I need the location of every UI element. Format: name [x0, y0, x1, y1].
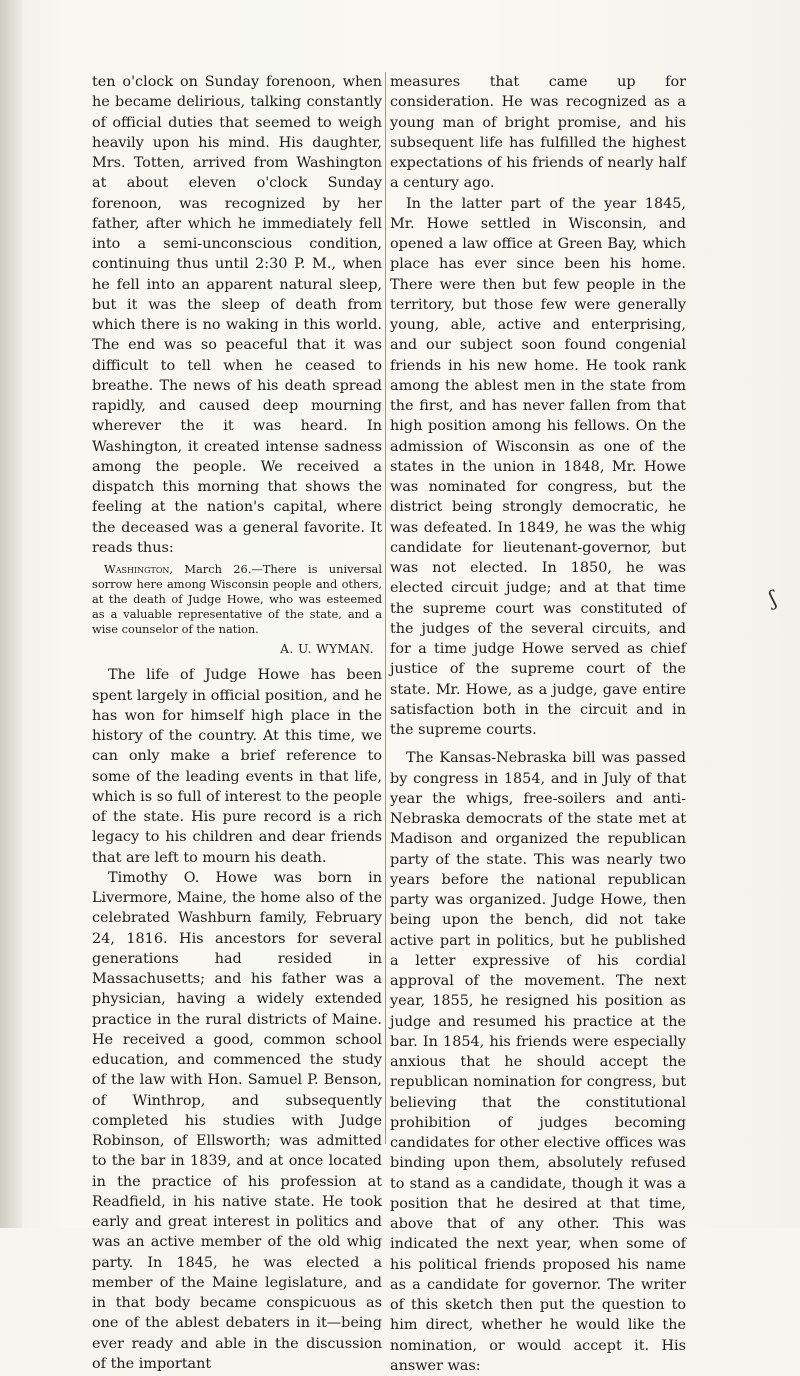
right-paragraph-1: measures that came up for consideration. He was recognized as a young man of bright promise, and his subsequent life has fulfilled the highest expectations of his friends of nearly half a century ago.	[390, 74, 686, 192]
page-spine-shadow	[0, 0, 22, 1228]
dispatch-signature: A. U. WYMAN.	[280, 642, 374, 656]
column-divider	[385, 72, 386, 1144]
right-paragraph-2: In the latter part of the year 1845, Mr. Howe settled in Wisconsin, and opened a law office at Green Bay, which place has ever since been his home. There were then but few people in the territory, but those few were generally young, able, active and enterprising, and our subject soon found congenial friends in his new home. He took rank among the ablest men in the state from the first, and has never fallen from that high position among his fellows. On the admission of Wisconsin as one of the states in the union in 1848, Mr. Howe was nominated for congress, but the district being strongly democratic, he was defeated. In 1849, he was the whig candidate for lieutenant-governor, but was not elected. In 1850, he was elected circuit judge; and at that time the supreme court was constituted of the judges of the several circuits, and for a time judge Howe served as chief justice of the supreme court of the state. Mr. Howe, as a judge, gave entire satisfaction both in the circuit and in the supreme courts.	[390, 195, 686, 738]
stray-ink-mark: ʃ	[766, 585, 780, 611]
right-column	[390, 72, 686, 1376]
dispatch-place: Washington	[104, 562, 170, 576]
right-paragraph-3: The Kansas-Nebraska bill was passed by congress in 1854, and in July of that year the whigs, free-soilers and anti-Nebraska democrats of the state met at Madison and organized the republican party of the state. This was nearly two years before the national republican party was organized. Judge Howe, then being upon the bench, did not take active part in politics, but he published a letter expressive of his cordial approval of the movement. The next year, 1855, he resigned his position as judge and resumed his practice at the bar. In 1854, his friends were especially anxious that he should accept the republican nomination for congress, but believing that the constitutional prohibition of judges becoming candidates for other elective offices was binding upon them, absolutely refused to stand as a candidate, though it was a position that he desired at that time, above that of any other. This was indicated the next year, when some of his political friends proposed his name as a candidate for governor. The writer of this sketch then put the question to him direct, whether he would like the nomination, or would accept it. His answer was:	[390, 750, 686, 1374]
dispatch-quote	[92, 562, 382, 637]
left-paragraph-2: The life of Judge Howe has been spent largely in official position, and he has won for himself high place in the history of the country. At this time, we can only make a brief reference to some of the leading events in that life, which is so full of interest to the people of the state. His pure record is a rich legacy to his children and dear friends that are left to mourn his death.	[92, 667, 382, 866]
dispatch-text: , March 26.—There is universal sorrow here among Wisconsin people and others, at the death of Judge Howe, who was esteemed as a valuable representative of the state, and a wise counselor of the nation.	[92, 562, 382, 636]
left-paragraph-1: ten o'clock on Sunday forenoon, when he became delirious, talking constantly of official duties that seemed to weigh heavily upon his mind. His daughter, Mrs. Totten, arrived from Washington at about eleven o'clock Sunday forenoon, was recognized by her father, after which he immediately fell into a semi-unconscious condition, continuing thus until 2:30 P. M., when he fell into an apparent natural sleep, but it was the sleep of death from which there is no waking in this world. The end was so peaceful that it was difficult to tell when he ceased to breathe. The news of his death spread rapidly, and caused deep mourning wherever the it was heard. In Washington, it created intense sadness among the people. We received a dispatch this morning that shows the feeling at the nation's capital, where the deceased was a general favorite. It reads thus:	[92, 74, 382, 556]
left-column	[92, 72, 382, 1374]
left-paragraph-3: Timothy O. Howe was born in Livermore, Maine, the home also of the celebrated Washburn family, February 24, 1816. His ancestors for several generations had resided in Massachusetts; and his father was a physician, having a widely extended practice in the rural districts of Maine. He received a good, common school education, and commenced the study of the law with Hon. Samuel P. Benson, of Winthrop, and subsequently completed his studies with Judge Robinson, of Ellsworth; was admitted to the bar in 1839, and at once located in the practice of his profession at Readfield, in his native state. He took early and great interest in politics and was an active member of the old whig party. In 1845, he was elected a member of the Maine legislature, and in that body became conspicuous as one of the ablest debaters in it—being ever ready and able in the discussion of the important	[92, 869, 382, 1372]
